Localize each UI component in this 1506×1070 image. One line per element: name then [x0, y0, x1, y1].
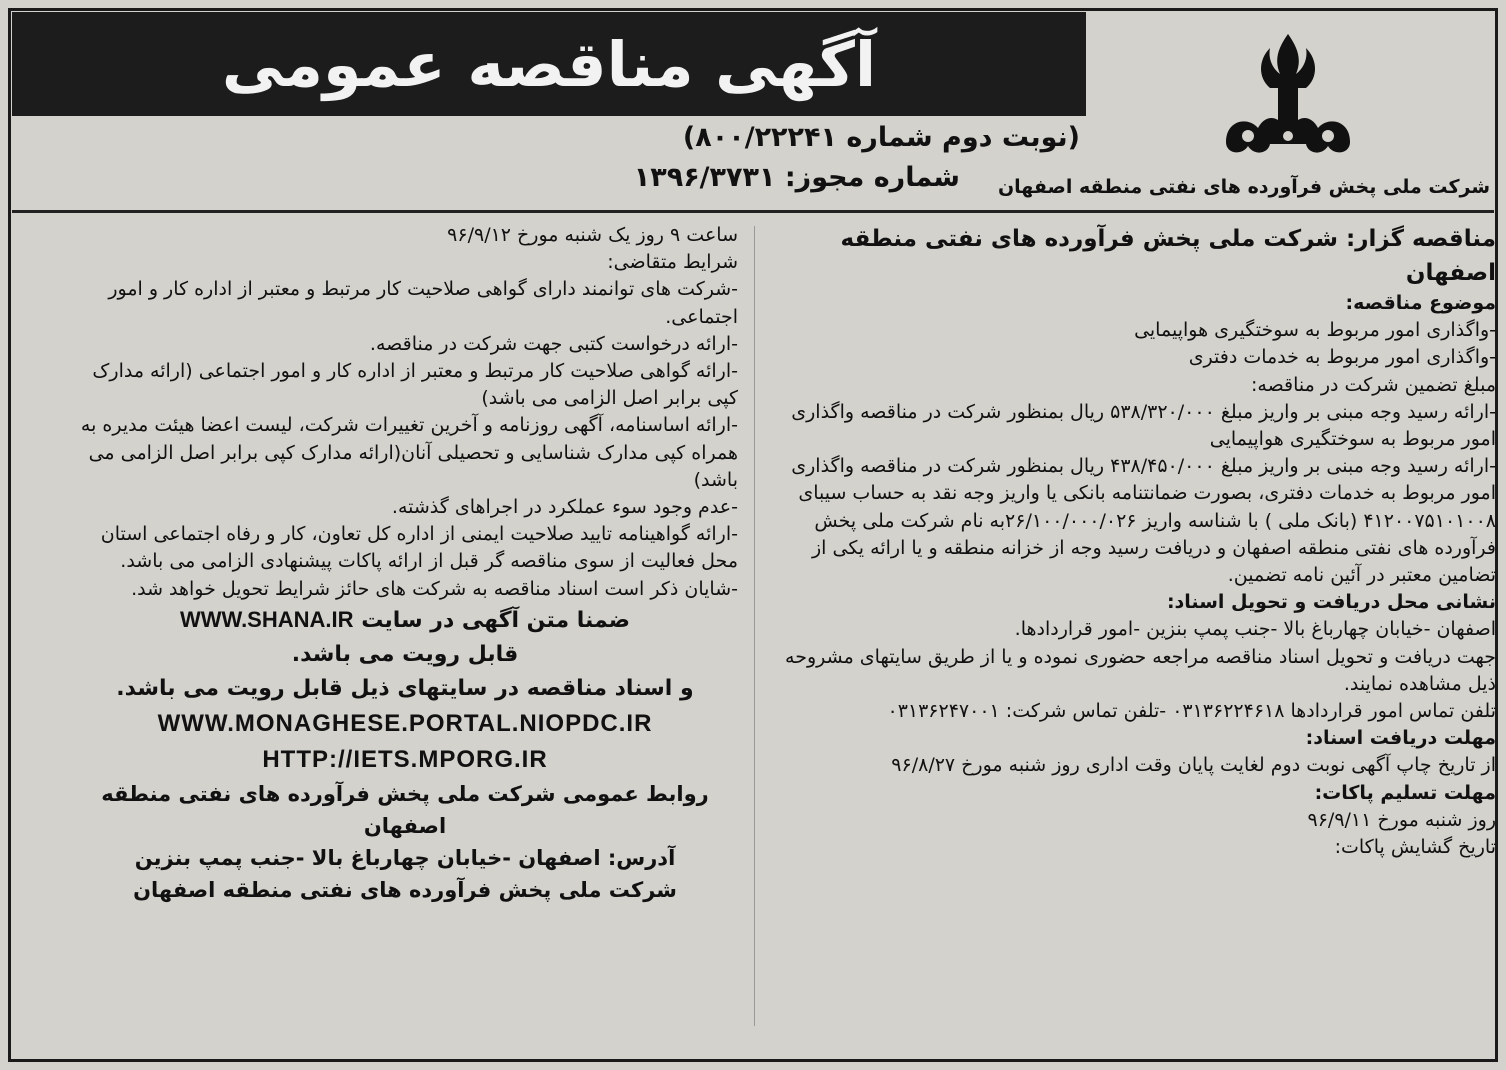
condition-item: -ارائه گواهینامه تایید صلاحیت ایمنی از اداره کل تعاون، کار و رفاه اجتماعی استان محل فعالیت از سوی مناقصه گر قبل از ارائه پاکات پیشنهادی الزامی می باشد.: [100, 523, 738, 573]
iets-link[interactable]: HTTP://IETS.MPORG.IR: [262, 745, 548, 773]
submit-deadline-heading: مهلت تسلیم پاکات:: [1314, 781, 1496, 804]
shana-link[interactable]: WWW.SHANA.IR: [179, 606, 354, 632]
niopdc-logo-icon: [1218, 30, 1358, 160]
guarantee-item: -ارائه رسید وجه مبنی بر واریز مبلغ ۴۳۸/۴۵۰/۰۰۰ ریال بمنظور شرکت در مناقصه واگذاری امور مربوط به خدمات دفتری، بصورت ضمانتنامه بانکی یا واریز وجه نقد به حساب سیبای ۴۱۲۰۰۷۵۱۰۱۰۰۸ (بانک ملی ) با شناسه واریز ۲۶/۱۰۰/۰۰۰/۰۲۶به نام شرکت ملی پخش فرآورده های نفتی منطقه اصفهان و دریافت رسید وجه از خزانه منطقه و یا ارائه یکی از تضامین معتبر در آئین نامه تضمین.: [791, 455, 1496, 587]
permit-number: شماره مجوز: ۱۳۹۶/۳۷۳۱: [633, 162, 960, 193]
column-divider: [754, 226, 755, 1026]
condition-item: -عدم وجود سوء عملکرد در اجراهای گذشته.: [391, 496, 738, 519]
condition-item: -شرکت های توانمند دارای گواهی صلاحیت کار مرتبط و معتبر از اداره کار و امور اجتماعی.: [108, 278, 738, 328]
notice-title: آگهی مناقصه عمومی: [221, 27, 877, 101]
receive-deadline-heading: مهلت دریافت اسناد:: [1305, 727, 1496, 750]
header-divider: [12, 210, 1494, 213]
guarantee-heading: مبلغ تضمین شرکت در مناقصه:: [1250, 373, 1496, 396]
receive-deadline-text: از تاریخ چاپ آگهی نوبت دوم لغایت پایان وقت اداری روز شنبه مورخ ۹۶/۸/۲۷: [891, 754, 1496, 777]
opening-heading: تاریخ گشایش پاکات:: [1334, 836, 1496, 859]
subject-heading: موضوع مناقصه:: [1345, 292, 1496, 314]
company-logo-box: [997, 24, 1496, 214]
public-relations: روابط عمومی شرکت ملی پخش فرآورده های نفتی منطقه اصفهان: [101, 781, 709, 838]
right-column: [770, 222, 1496, 861]
conditions-heading: شرایط متقاضی:: [607, 251, 738, 274]
site-line-2: قابل رویت می باشد.: [291, 641, 519, 667]
condition-item: -ارائه گواهی صلاحیت کار مرتبط و معتبر از اداره کار و امور اجتماعی (ارائه مدارک کپی برابر اصل الزامی می باشد): [92, 360, 738, 410]
notice-subheader: [380, 118, 1080, 198]
tender-giver: مناقصه گزار: شرکت ملی پخش فرآورده های نفتی منطقه اصفهان: [840, 226, 1496, 286]
contact-phones: تلفن تماس امور قراردادها ۰۳۱۳۶۲۲۴۶۱۸ -تلفن تماس شرکت: ۰۳۱۳۶۲۴۷۰۰۱: [887, 700, 1496, 723]
pr-address: آدرس: اصفهان -خیابان چهارباغ بالا -جنب پمپ بنزین: [134, 845, 676, 870]
subject-item: -واگذاری امور مربوط به سوختگیری هواپیمایی: [1134, 319, 1496, 342]
opening-time: ساعت ۹ روز یک شنبه مورخ ۹۶/۹/۱۲: [447, 224, 738, 246]
site-notice: [72, 603, 738, 638]
docs-line: و اسناد مناقصه در سایتهای ذیل قابل رویت می باشد.: [116, 675, 694, 701]
address-text: اصفهان -خیابان چهارباغ بالا -جنب پمپ بنزین -امور قراردادها.: [1014, 618, 1496, 641]
left-column: [72, 222, 738, 906]
condition-item: -ارائه درخواست کتبی جهت شرکت در مناقصه.: [369, 332, 738, 355]
site-line: ضمنا متن آگهی در سایت: [361, 607, 630, 633]
subject-item: -واگذاری امور مربوط به خدمات دفتری: [1188, 346, 1496, 369]
address-note: جهت دریافت و تحویل اسناد مناقصه مراجعه حضوری نموده و یا از طریق سایتهای مشروحه ذیل مشاهده نمایند.: [785, 645, 1496, 695]
monaghese-link[interactable]: WWW.MONAGHESE.PORTAL.NIOPDC.IR: [157, 709, 653, 737]
pr-company: شرکت ملی پخش فرآورده های نفتی منطقه اصفهان: [133, 877, 677, 902]
condition-item: -ارائه اساسنامه، آگهی روزنامه و آخرین تغییرات شرکت، لیست اعضا هیئت مدیره به همراه کپی مدارک شناسایی و تحصیلی آنان(ارائه مدارک کپی برابر اصل الزامی می باشد): [80, 414, 738, 491]
condition-item: -شایان ذکر است اسناد مناقصه به شرکت های حائز شرایط تحویل خواهد شد.: [131, 577, 738, 600]
address-heading: نشانی محل دریافت و تحویل اسناد:: [1166, 591, 1496, 614]
title-banner: [12, 12, 1086, 116]
submit-deadline-text: روز شنبه مورخ ۹۶/۹/۱۱: [1307, 808, 1496, 831]
turn-number: (نوبت دوم شماره ۸۰۰/۲۲۲۴۱): [682, 122, 1080, 153]
company-caption: شرکت ملی پخش فرآورده های نفتی منطقه اصفهان: [997, 176, 1490, 198]
guarantee-item: -ارائه رسید وجه مبنی بر واریز مبلغ ۵۳۸/۳۲۰/۰۰۰ ریال بمنظور شرکت در مناقصه واگذاری امور مربوط به سوختگیری هواپیمایی: [791, 400, 1496, 451]
